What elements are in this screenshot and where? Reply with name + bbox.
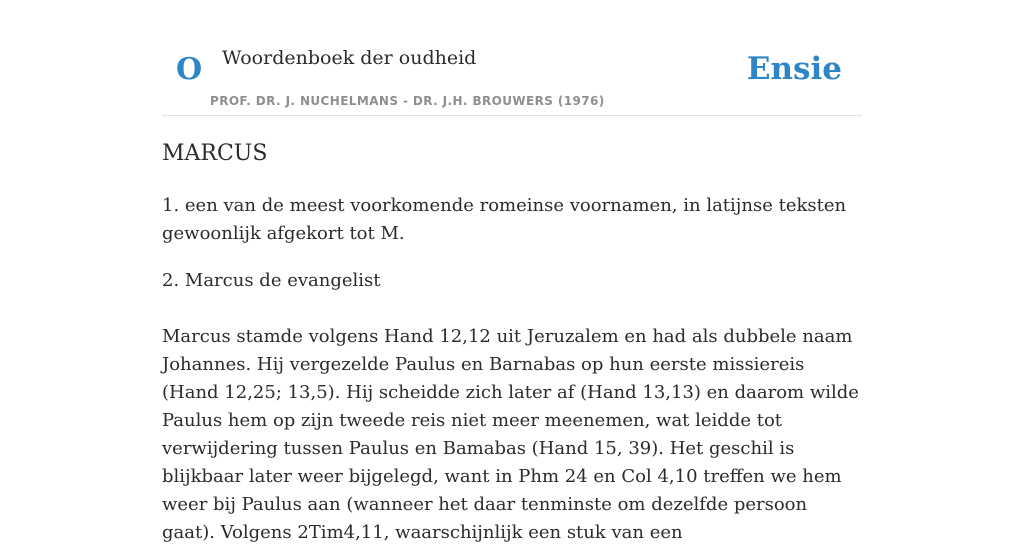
ensie-logo[interactable]: Ensie: [746, 51, 842, 87]
entry-paragraph: 2. Marcus de evangelist: [162, 270, 381, 291]
entry-paragraph: 1. een van de meest voorkomende romeinse voornamen, in latijnse teksten gewoonlijk afgekort tot M.: [162, 195, 847, 244]
entry-title: MARCUS: [162, 141, 268, 166]
book-authors: PROF. DR. J. NUCHELMANS - DR. J.H. BROUWERS (1976): [210, 94, 605, 108]
book-letter-badge[interactable]: O: [176, 52, 203, 87]
document-page: [162, 0, 862, 543]
book-title-link[interactable]: Woordenboek der oudheid: [222, 47, 477, 69]
entry-paragraph: Marcus stamde volgens Hand 12,12 uit Jeruzalem en had als dubbele naam Johannes. Hij vergezelde Paulus en Barnabas op hun eerste missiereis (Hand 12,25; 13,5). Hij scheidde zich later af (Hand 13,13) en daarom wilde Paulus hem op zijn tweede reis niet meer meenemen, wat leidde tot verwijdering tussen Paulus en Bamabas (Hand 15, 39). Het geschil is blijkbaar later weer bijgelegd, want in Phm 24 en Col 4,10 treffen we hem weer bij Paulus aan (wanneer het daar tenminste om dezelfde persoon gaat). Volgens 2Tim4,11, waarschijnlijk een stuk van een: [162, 326, 859, 543]
header: [162, 0, 862, 116]
